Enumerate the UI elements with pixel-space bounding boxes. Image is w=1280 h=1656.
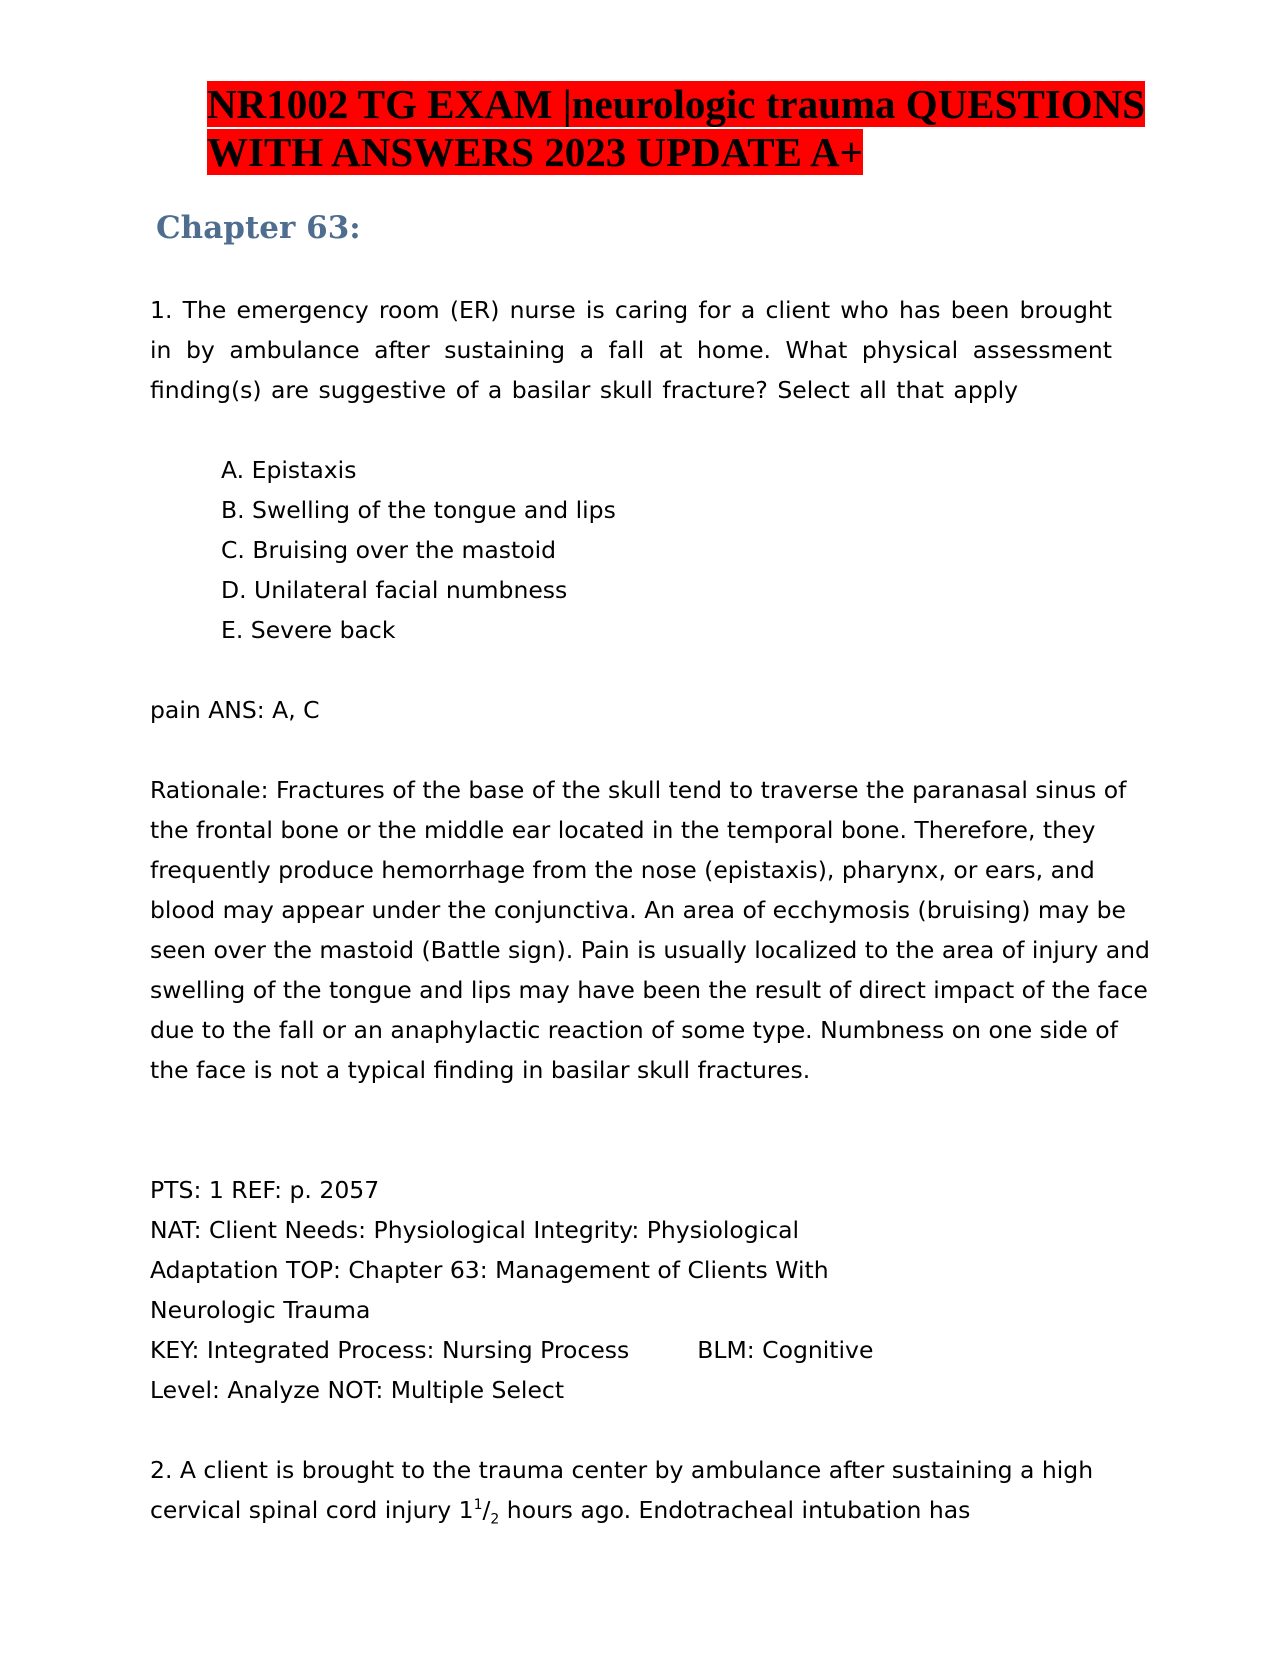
meta-top: Adaptation TOP: Chapter 63: Management of Clients With — [150, 1256, 829, 1284]
chapter-heading: Chapter 63: — [156, 210, 361, 246]
title-line-1: NR1002 TG EXAM |neurologic trauma QUESTIONS — [207, 81, 1146, 127]
question-1-metadata — [150, 1170, 1150, 1410]
meta-level-not: Level: Analyze NOT: Multiple Select — [150, 1376, 565, 1404]
meta-key-blm — [150, 1330, 1150, 1370]
option-a: A. Epistaxis — [221, 456, 357, 484]
question-1-options — [221, 450, 616, 650]
option-b: B. Swelling of the tongue and lips — [221, 496, 616, 524]
title-line-2: WITH ANSWERS 2023 UPDATE A+ — [207, 129, 863, 175]
question-1-rationale: Rationale: Fractures of the base of the skull tend to traverse the paranasal sinus of the frontal bone or the middle ear located in the temporal bone. Therefore, they frequently produce hemorrhage from the nose (epistaxis), pharynx, or ears, and blood may appear under the conjunctiva. An area of ecchymosis (bruising) may be seen over the mastoid (Battle sign). Pain is usually localized to the area of injury and swelling of the tongue and lips may have been the result of direct impact of the face due to the fall or an anaphylactic reaction of some type. Numbness on one side of the face is not a typical finding in basilar skull fractures. — [150, 776, 1150, 1084]
question-2-stem: 2. A client is brought to the trauma center by ambulance after sustaining a high cervical spinal cord injury $1^1/_2$ hours ago. Endotracheal intubation has — [150, 1456, 1094, 1528]
document-title — [207, 80, 1167, 176]
option-e: E. Severe back — [221, 616, 396, 644]
question-1-answer: pain ANS: A, C — [150, 696, 320, 724]
meta-pts-ref: PTS: 1 REF: p. 2057 — [150, 1176, 380, 1204]
option-c: C. Bruising over the mastoid — [221, 536, 557, 564]
question-2-stem-start: 2. A client is brought to the trauma center by ambulance after sustaining a high cervical spinal cord injury 1 — [150, 1456, 1094, 1524]
fraction-numerator: 1 — [473, 1497, 483, 1514]
meta-nat: NAT: Client Needs: Physiological Integrity: Physiological — [150, 1216, 800, 1244]
meta-key: KEY: Integrated Process: Nursing Process — [150, 1336, 630, 1364]
fraction-denominator: 2 — [490, 1511, 500, 1528]
option-d: D. Unilateral facial numbness — [221, 576, 568, 604]
question-1-stem: 1. The emergency room (ER) nurse is caring for a client who has been brought in by ambulance after sustaining a fall at home. What physical assessment finding(s) are suggestive of a basilar skull fracture? Select all that apply — [150, 296, 1112, 404]
meta-blm: BLM: Cognitive — [697, 1336, 874, 1364]
question-2-stem-end: hours ago. Endotracheal intubation has — [499, 1496, 971, 1524]
meta-top-cont: Neurologic Trauma — [150, 1296, 371, 1324]
